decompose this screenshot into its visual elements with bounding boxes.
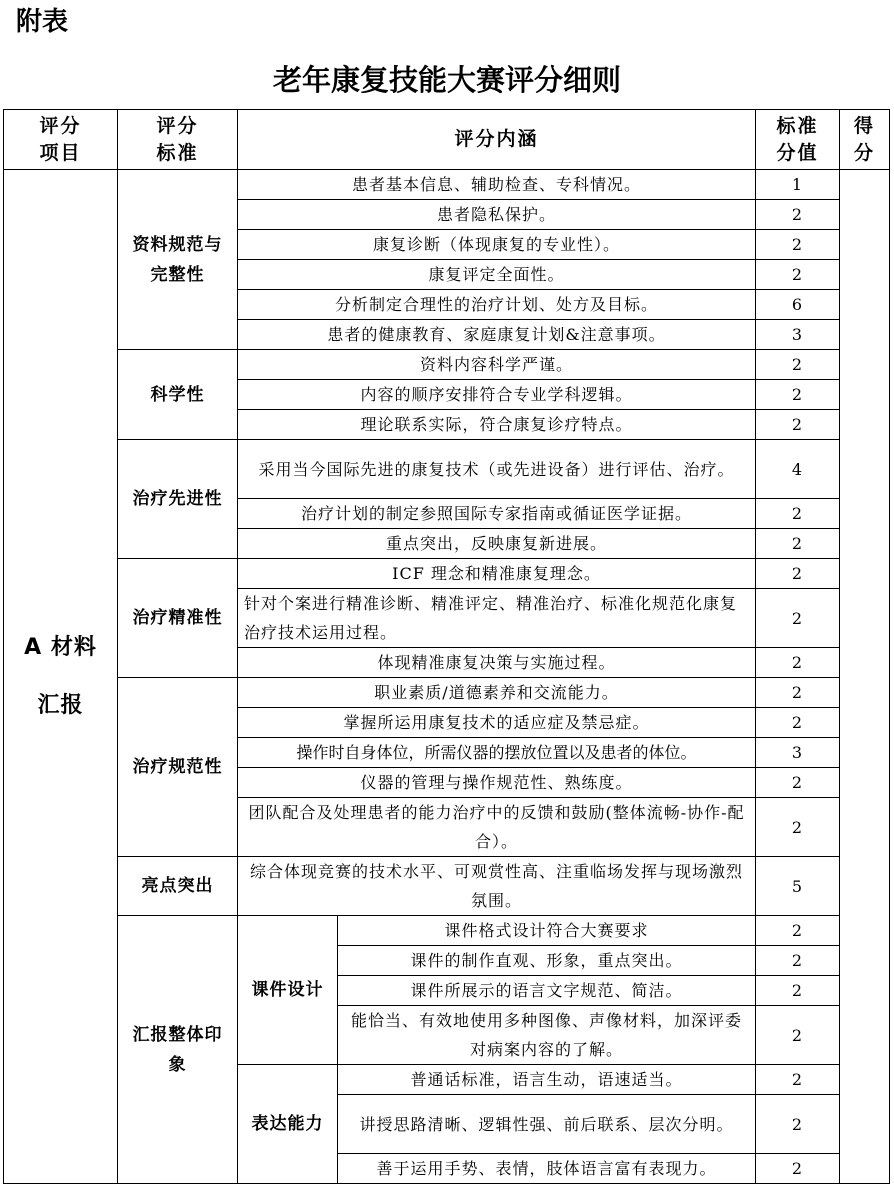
table-row [4, 440, 890, 499]
header-project: 评分 项目 [4, 110, 118, 170]
criterion-text: 康复评定全面性。 [238, 260, 756, 290]
subcategory-cell: 课件设计 [238, 916, 338, 1065]
criterion-score: 2 [756, 916, 840, 946]
category-cell: 汇报整体印象 [118, 916, 238, 1184]
criterion-score: 2 [756, 976, 840, 1006]
criterion-text: 分析制定合理性的治疗计划、处方及目标。 [238, 290, 756, 320]
table-row [4, 170, 890, 200]
criterion-score: 2 [756, 410, 840, 440]
category-cell: 资料规范与完整性 [118, 170, 238, 350]
criterion-score: 3 [756, 320, 840, 350]
scoring-table [3, 109, 890, 1184]
criterion-score: 2 [756, 708, 840, 738]
category-cell: 科学性 [118, 350, 238, 440]
header-standard: 评分 标准 [118, 110, 238, 170]
category-cell: 治疗精准性 [118, 559, 238, 678]
criterion-text: 课件的制作直观、形象，重点突出。 [338, 946, 756, 976]
project-cell: A 材料 汇报 [4, 170, 118, 1184]
table-row [4, 559, 890, 589]
criterion-text: 重点突出，反映康复新进展。 [238, 529, 756, 559]
appendix-label: 附表 [16, 7, 69, 37]
criterion-score: 4 [756, 440, 840, 499]
criterion-text: 体现精准康复决策与实施过程。 [238, 648, 756, 678]
criterion-text: 团队配合及处理患者的能力治疗中的反馈和鼓励(整体流畅-协作-配合）。 [238, 798, 756, 857]
criterion-score: 2 [756, 678, 840, 708]
table-row [4, 678, 890, 708]
criterion-score: 3 [756, 738, 840, 768]
criterion-score: 2 [756, 350, 840, 380]
criterion-score: 2 [756, 200, 840, 230]
criterion-text: 普通话标准，语言生动，语速适当。 [338, 1065, 756, 1095]
criterion-text: 讲授思路清晰、逻辑性强、前后联系、层次分明。 [338, 1095, 756, 1154]
criterion-score: 2 [756, 559, 840, 589]
criterion-score: 2 [756, 1154, 840, 1184]
criterion-text: 理论联系实际，符合康复诊疗特点。 [238, 410, 756, 440]
criterion-score: 2 [756, 230, 840, 260]
category-cell: 治疗先进性 [118, 440, 238, 559]
criterion-score: 2 [756, 1065, 840, 1095]
criterion-text: ICF 理念和精准康复理念。 [238, 559, 756, 589]
criterion-score: 2 [756, 946, 840, 976]
category-cell: 亮点突出 [118, 857, 238, 916]
criterion-score: 2 [756, 589, 840, 648]
criterion-text: 职业素质/道德素养和交流能力。 [238, 678, 756, 708]
criterion-score: 2 [756, 529, 840, 559]
header-row [4, 110, 890, 170]
header-max-score: 标准 分值 [756, 110, 840, 170]
criterion-text: 能恰当、有效地使用多种图像、声像材料，加深评委对病案内容的了解。 [338, 1006, 756, 1065]
page-title: 老年康复技能大赛评分细则 [272, 63, 621, 97]
criterion-text: 资料内容科学严谨。 [238, 350, 756, 380]
criterion-text: 患者隐私保护。 [238, 200, 756, 230]
criterion-score: 2 [756, 260, 840, 290]
criterion-text: 采用当今国际先进的康复技术（或先进设备）进行评估、治疗。 [238, 440, 756, 499]
criterion-text: 康复诊断（体现康复的专业性）。 [238, 230, 756, 260]
header-content: 评分内涵 [238, 110, 756, 170]
criterion-score: 2 [756, 1095, 840, 1154]
header-score: 得 分 [840, 110, 890, 170]
table-row [4, 857, 890, 916]
criterion-text: 仪器的管理与操作规范性、熟练度。 [238, 768, 756, 798]
criterion-text: 善于运用手势、表情，肢体语言富有表现力。 [338, 1154, 756, 1184]
criterion-text: 内容的顺序安排符合专业学科逻辑。 [238, 380, 756, 410]
criterion-text: 治疗计划的制定参照国际专家指南或循证医学证据。 [238, 499, 756, 529]
criterion-score: 2 [756, 380, 840, 410]
criterion-score: 2 [756, 499, 840, 529]
criterion-score: 2 [756, 1006, 840, 1065]
criterion-text: 综合体现竞赛的技术水平、可观赏性高、注重临场发挥与现场激烈氛围。 [238, 857, 756, 916]
criterion-score: 5 [756, 857, 840, 916]
table-row [4, 350, 890, 380]
criterion-score: 6 [756, 290, 840, 320]
criterion-text: 课件所展示的语言文字规范、简洁。 [338, 976, 756, 1006]
criterion-text: 操作时自身体位，所需仪器的摆放位置以及患者的体位。 [238, 738, 756, 768]
criterion-score: 2 [756, 798, 840, 857]
criterion-text: 课件格式设计符合大赛要求 [338, 916, 756, 946]
criterion-text: 掌握所运用康复技术的适应症及禁忌症。 [238, 708, 756, 738]
criterion-score: 1 [756, 170, 840, 200]
criterion-text: 患者的健康教育、家庭康复计划&注意事项。 [238, 320, 756, 350]
subcategory-cell: 表达能力 [238, 1065, 338, 1184]
category-cell: 治疗规范性 [118, 678, 238, 857]
score-entry-cell[interactable] [840, 170, 890, 1184]
criterion-text: 针对个案进行精准诊断、精准评定、精准治疗、标准化规范化康复治疗技术运用过程。 [238, 589, 756, 648]
criterion-text: 患者基本信息、辅助检查、专科情况。 [238, 170, 756, 200]
table-row [4, 916, 890, 946]
criterion-score: 2 [756, 768, 840, 798]
criterion-score: 2 [756, 648, 840, 678]
